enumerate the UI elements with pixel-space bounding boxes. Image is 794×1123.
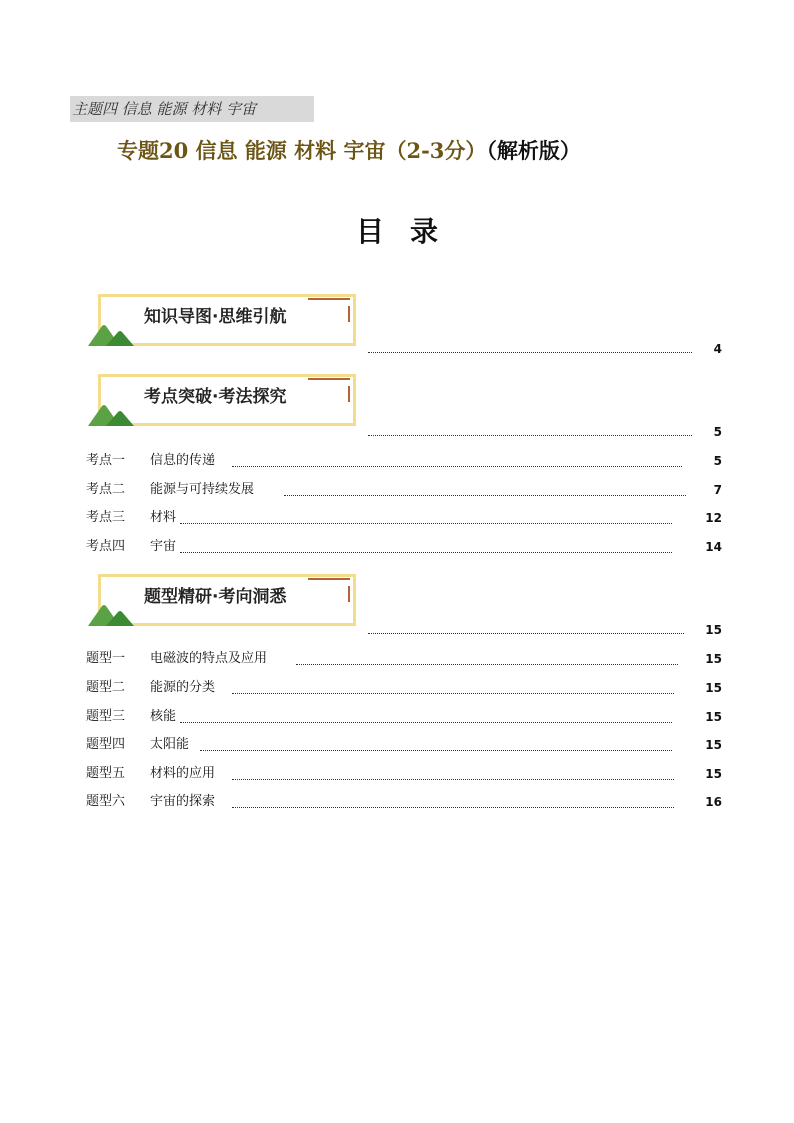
section-banner-mindmap[interactable] xyxy=(88,292,364,356)
toc-entry[interactable] xyxy=(86,509,176,527)
mountain-icon xyxy=(88,404,136,426)
entry-key: 考点三 xyxy=(86,510,126,525)
toc-entry[interactable] xyxy=(86,793,215,811)
page-number: 15 xyxy=(705,652,722,666)
page-number: 16 xyxy=(705,795,722,809)
leader-dots xyxy=(368,421,692,436)
page-number: 15 xyxy=(705,738,722,752)
entry-key: 考点四 xyxy=(86,539,126,554)
banner-accent-line xyxy=(308,298,350,300)
entry-text: 材料的应用 xyxy=(150,766,216,781)
section-label: 考点突破·考法探究 xyxy=(144,387,287,407)
toc-entry[interactable] xyxy=(86,650,267,668)
section-banner-tixing[interactable] xyxy=(88,572,364,636)
entry-text: 信息的传递 xyxy=(150,453,216,468)
page-number: 12 xyxy=(705,511,722,525)
leader-dots xyxy=(284,483,686,496)
leader-dots xyxy=(232,795,674,808)
leader-dots xyxy=(180,710,672,723)
entry-text: 材料 xyxy=(150,510,177,525)
document-title-main: 专题20 信息 能源 材料 宇宙（2-3分） xyxy=(117,138,487,163)
entry-key: 考点一 xyxy=(86,453,126,468)
leader-dots xyxy=(232,681,674,694)
section-label: 知识导图·思维引航 xyxy=(144,307,287,327)
page-number: 15 xyxy=(705,710,722,724)
page-number: 4 xyxy=(713,342,722,356)
banner-accent-line xyxy=(308,378,350,380)
entry-key: 题型五 xyxy=(86,766,126,781)
leader-dots xyxy=(200,738,672,751)
toc-entry[interactable] xyxy=(86,708,176,726)
toc-entry[interactable] xyxy=(86,736,189,754)
header-tag: 主题四 信息 能源 材料 宇宙 xyxy=(70,96,314,122)
entry-key: 题型一 xyxy=(86,651,126,666)
banner-accent-line xyxy=(348,586,350,602)
entry-key: 题型二 xyxy=(86,680,126,695)
page-number: 5 xyxy=(713,454,722,468)
page-number: 15 xyxy=(705,623,722,637)
page-number: 5 xyxy=(713,425,722,439)
page-number: 15 xyxy=(705,681,722,695)
entry-text: 核能 xyxy=(150,709,177,724)
leader-dots xyxy=(368,619,684,634)
toc-entry[interactable] xyxy=(86,538,176,556)
entry-key: 题型四 xyxy=(86,737,126,752)
entry-key: 考点二 xyxy=(86,482,126,497)
section-label: 题型精研·考向洞悉 xyxy=(144,587,287,607)
page-number: 15 xyxy=(705,767,722,781)
entry-text: 太阳能 xyxy=(150,737,190,752)
document-title-suffix: （解析版） xyxy=(486,138,581,163)
leader-dots xyxy=(368,338,692,353)
mountain-icon xyxy=(88,604,136,626)
entry-key: 题型三 xyxy=(86,709,126,724)
toc-entry[interactable] xyxy=(86,452,215,470)
entry-text: 能源的分类 xyxy=(150,680,216,695)
toc-entry[interactable] xyxy=(86,481,254,499)
leader-dots xyxy=(232,454,682,467)
leader-dots xyxy=(296,652,678,665)
document-title xyxy=(117,134,717,168)
entry-text: 电磁波的特点及应用 xyxy=(150,651,268,666)
entry-text: 宇宙的探索 xyxy=(150,794,216,809)
toc-entry[interactable] xyxy=(86,765,215,783)
section-banner-kaodian[interactable] xyxy=(88,372,364,436)
leader-dots xyxy=(232,767,674,780)
leader-dots xyxy=(180,540,672,553)
leader-dots xyxy=(180,511,672,524)
entry-key: 题型六 xyxy=(86,794,126,809)
toc-entry[interactable] xyxy=(86,679,215,697)
banner-accent-line xyxy=(348,386,350,402)
entry-text: 宇宙 xyxy=(150,539,177,554)
page-number: 7 xyxy=(713,483,722,497)
entry-text: 能源与可持续发展 xyxy=(150,482,255,497)
mountain-icon xyxy=(88,324,136,346)
page-number: 14 xyxy=(705,540,722,554)
banner-accent-line xyxy=(348,306,350,322)
banner-accent-line xyxy=(308,578,350,580)
toc-title: 目录 xyxy=(355,215,464,248)
